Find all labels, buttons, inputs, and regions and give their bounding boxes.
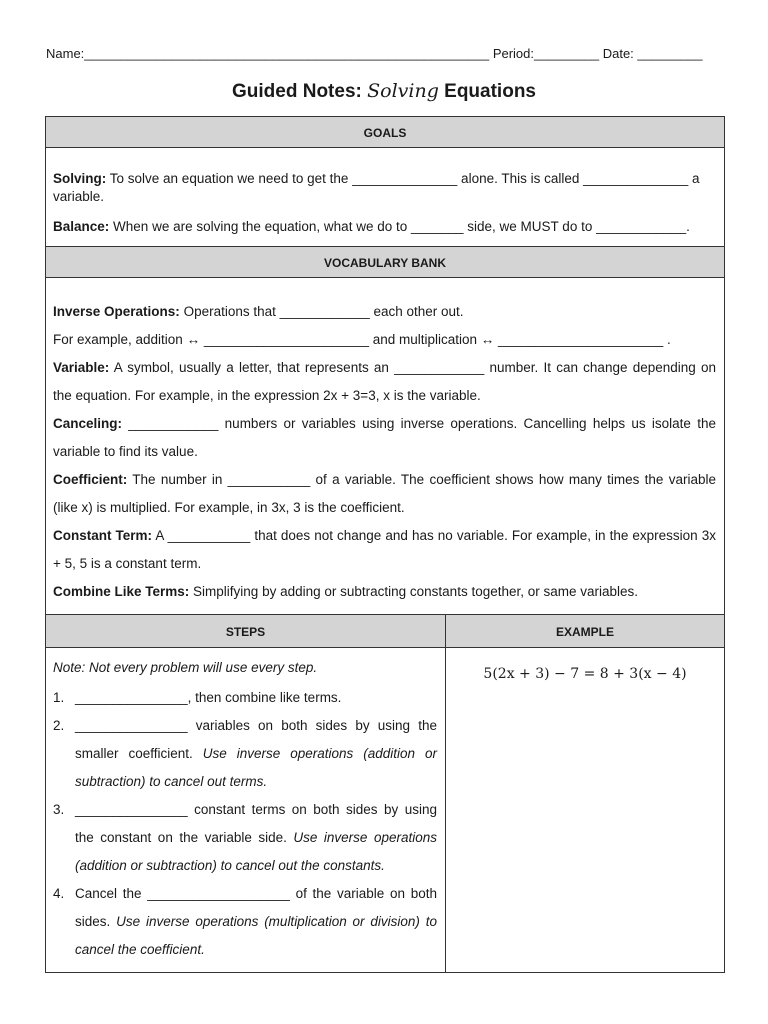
period-blank[interactable]: _________ <box>534 46 600 61</box>
step-number: 1. <box>53 690 65 705</box>
title-part-1: Guided Notes: <box>232 81 362 102</box>
steps-note: Note: Not every problem will use every step. <box>53 660 318 675</box>
constant-text: A ___________ that does not change and has no variable. For example, in the expression 3x + 5, 5 is a constant term. <box>53 528 716 571</box>
step-text: _______________ constant terms on both sides by using the constant on the variable side. <box>75 802 437 845</box>
steps-section <box>46 648 446 972</box>
notes-sheet <box>45 116 725 973</box>
goal-solving <box>53 170 716 206</box>
balance-text: When we are solving the equation, what we do to _______ side, we MUST do to ____________. <box>113 219 690 234</box>
steps-example-body <box>45 648 725 973</box>
solving-text: To solve an equation we need to get the ______________ alone. This is called ______________ a variable. <box>53 171 700 204</box>
canceling-text: ____________ numbers or variables using inverse operations. Cancelling helps us isolate the variable to find its value. <box>53 416 716 459</box>
canceling-term: Canceling: <box>53 416 123 431</box>
student-info-line <box>46 46 722 61</box>
step-item-2 <box>53 712 437 796</box>
vocab-heading: VOCABULARY BANK <box>45 246 725 278</box>
step-number: 2. <box>53 718 65 733</box>
period-label: Period: <box>492 46 535 61</box>
step-number: 4. <box>53 886 65 901</box>
step-text: Cancel the ___________________ of the variable on both sides. <box>75 886 437 929</box>
vocab-coefficient <box>53 466 716 522</box>
date-label: Date: <box>602 46 634 61</box>
vocab-inverse <box>53 298 716 326</box>
step-hint: Use inverse operations (addition or subtraction) to cancel out terms. <box>75 746 437 789</box>
steps-list <box>53 684 437 964</box>
vocab-variable <box>53 354 716 410</box>
vocab-constant <box>53 522 716 578</box>
inverse-term: Inverse Operations: <box>53 304 180 319</box>
inverse-text: Operations that ____________ each other out. <box>183 304 464 319</box>
step-text: _______________ variables on both sides by using the smaller coefficient. <box>75 718 437 761</box>
steps-example-header <box>45 614 725 648</box>
step-item-4 <box>53 880 437 964</box>
vocab-combine <box>53 578 716 606</box>
combine-term: Combine Like Terms: <box>53 584 190 599</box>
title-part-3: Equations <box>444 81 536 102</box>
vocab-section <box>45 278 725 614</box>
vocab-inverse-example: For example, addition ↔ ______________________ and multiplication ↔ ______________________ . <box>53 332 671 347</box>
name-label: Name: <box>46 46 85 61</box>
name-blank[interactable]: ________________________________________________________ <box>84 46 490 61</box>
step-text: _______________, then combine like terms. <box>75 690 342 705</box>
goals-heading: GOALS <box>45 116 725 148</box>
step-hint: Use inverse operations (addition or subtraction) to cancel out the constants. <box>75 830 437 873</box>
example-section <box>446 648 724 972</box>
title-part-2: Solving <box>367 80 439 102</box>
step-item-3 <box>53 796 437 880</box>
coefficient-text: The number in ___________ of a variable. The coefficient shows how many times the variable (like x) is multiplied. For example, in 3x, 3 is the coefficient. <box>53 472 716 515</box>
steps-heading: STEPS <box>46 615 446 647</box>
example-heading: EXAMPLE <box>555 625 614 639</box>
goals-section <box>45 148 725 246</box>
step-item-1 <box>53 684 437 712</box>
page-title <box>0 80 768 103</box>
balance-term: Balance: <box>53 219 110 234</box>
constant-term: Constant Term: <box>53 528 153 543</box>
variable-text: A symbol, usually a letter, that represents an ____________ number. It can change depending on the equation. For example, in the expression 2x + 3=3, x is the variable. <box>53 360 716 403</box>
solving-term: Solving: <box>53 171 107 186</box>
variable-term: Variable: <box>53 360 110 375</box>
date-blank[interactable]: _________ <box>637 46 703 61</box>
step-number: 3. <box>53 802 65 817</box>
goal-balance <box>53 218 716 236</box>
combine-text: Simplifying by adding or subtracting constants together, or same variables. <box>193 584 639 599</box>
step-hint: Use inverse operations (multiplication or division) to cancel the coefficient. <box>75 914 437 957</box>
example-equation: 5(2x + 3) − 7 = 8 + 3(x − 4) <box>483 666 687 682</box>
vocab-canceling <box>53 410 716 466</box>
coefficient-term: Coefficient: <box>53 472 128 487</box>
